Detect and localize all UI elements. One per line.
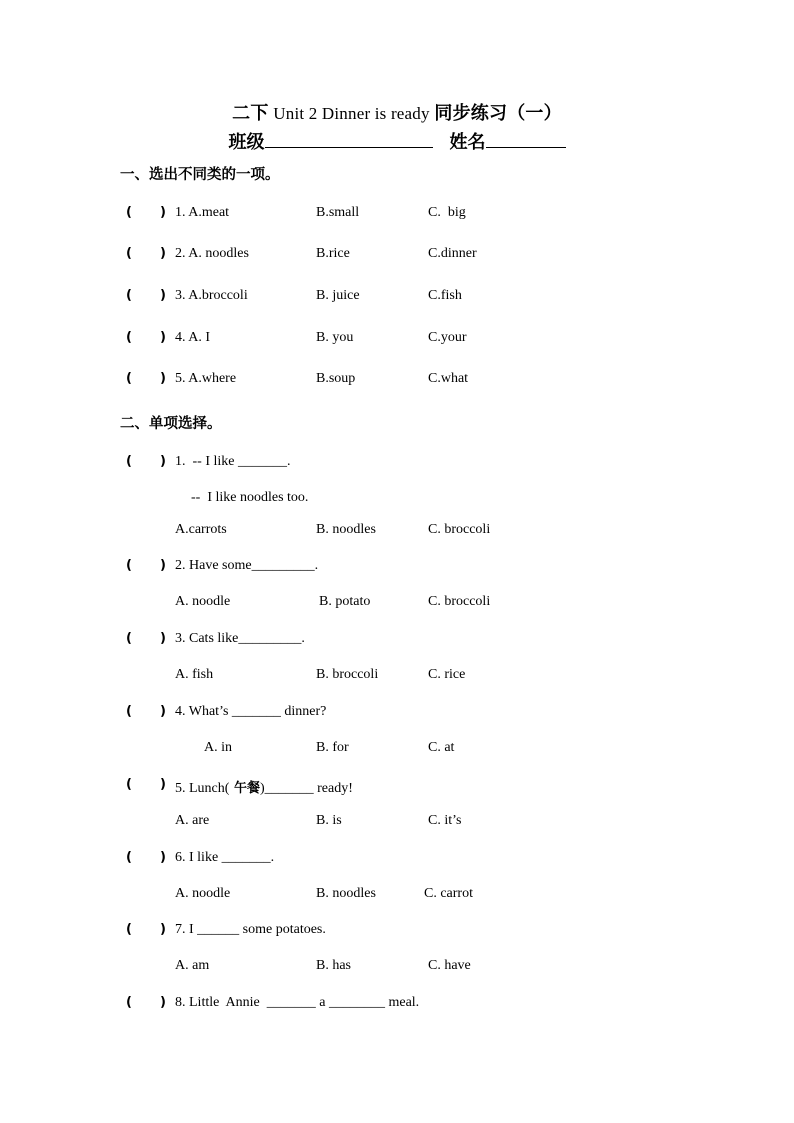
s2-question-1-reply (0, 490, 794, 510)
option-a: A.carrots (175, 522, 227, 537)
answer-paren-close: ) (160, 631, 166, 646)
answer-paren-open[interactable]: ( (126, 246, 132, 261)
s2-question-1 (0, 454, 794, 474)
option-c: C. at (428, 740, 455, 755)
answer-paren-open[interactable]: ( (126, 558, 132, 573)
s2-question-3-options (0, 667, 794, 687)
section1-heading: 一、选出不同类的一项。 (120, 167, 280, 183)
s2-question-7-options (0, 958, 794, 978)
page-title (0, 99, 794, 125)
answer-paren-close: ) (160, 704, 166, 719)
option-b: B.rice (316, 246, 350, 261)
s2-question-1-options (0, 522, 794, 542)
option-b: B. noodles (316, 522, 376, 537)
question-text: 3. Cats like_________. (175, 631, 305, 646)
s2-question-7 (0, 922, 794, 942)
s1-question-1 (0, 205, 794, 225)
section2-heading: 二、单项选择。 (120, 416, 222, 432)
answer-paren-close: ) (160, 330, 166, 345)
answer-paren-close: ) (160, 995, 166, 1010)
option-c: C. big (428, 205, 466, 220)
s2-question-2 (0, 558, 794, 578)
option-b: B. juice (316, 288, 360, 303)
option-c: C. have (428, 958, 471, 973)
option-b: B. is (316, 813, 342, 828)
title-cn-prefix: 二下 (232, 103, 269, 123)
s2-question-5 (0, 777, 794, 797)
option-b: B. you (316, 330, 354, 345)
answer-paren-close: ) (160, 246, 166, 261)
answer-paren-close: ) (160, 288, 166, 303)
option-c: C. broccoli (428, 594, 491, 609)
option-b: B.small (316, 205, 360, 220)
class-blank[interactable] (265, 131, 433, 148)
s1-question-5 (0, 371, 794, 391)
option-b: B. has (316, 958, 351, 973)
question-text: 6. I like _______. (175, 850, 275, 865)
answer-paren-close: ) (160, 850, 166, 865)
s2-question-8 (0, 995, 794, 1015)
option-b: B. noodles (316, 886, 376, 901)
question-text: 4. What’s _______ dinner? (175, 704, 327, 719)
option-c: C.your (428, 330, 467, 345)
option-a: A. am (175, 958, 210, 973)
option-b: B.soup (316, 371, 356, 386)
option-c: C.fish (428, 288, 462, 303)
s2-question-4-options (0, 740, 794, 760)
option-c: C. it’s (428, 813, 462, 828)
option-c: C. carrot (424, 886, 473, 901)
answer-paren-open[interactable]: ( (126, 777, 132, 792)
answer-paren-close: ) (160, 558, 166, 573)
student-info-line (0, 128, 794, 154)
answer-paren-close: ) (160, 922, 166, 937)
answer-paren-open[interactable]: ( (126, 288, 132, 303)
question-text: 1. -- I like _______. (175, 454, 291, 469)
option-b: B. broccoli (316, 667, 379, 682)
dialog-reply: -- I like noodles too. (191, 490, 309, 505)
title-en: Unit 2 Dinner is ready (273, 104, 430, 123)
option-c: C. broccoli (428, 522, 491, 537)
option-b: B. for (316, 740, 349, 755)
answer-paren-open[interactable]: ( (126, 704, 132, 719)
s1-question-2 (0, 246, 794, 266)
answer-paren-open[interactable]: ( (126, 631, 132, 646)
chinese-gloss: 午餐 (229, 781, 260, 796)
answer-paren-close: ) (160, 454, 166, 469)
class-label: 班级 (228, 132, 265, 152)
answer-paren-open[interactable]: ( (126, 454, 132, 469)
option-a: A. noodle (175, 594, 231, 609)
option-a: A. noodle (175, 886, 231, 901)
s2-question-4 (0, 704, 794, 724)
s2-question-5-options (0, 813, 794, 833)
option-a: 2. A. noodles (175, 246, 249, 261)
question-text: 7. I ______ some potatoes. (175, 922, 326, 937)
option-a: 1. A.meat (175, 205, 230, 220)
s2-question-2-options (0, 594, 794, 614)
s2-question-6 (0, 850, 794, 870)
answer-paren-close: ) (160, 371, 166, 386)
option-c: C. rice (428, 667, 466, 682)
option-c: C.what (428, 371, 469, 386)
answer-paren-open[interactable]: ( (126, 922, 132, 937)
question-text: 8. Little Annie _______ a ________ meal. (175, 995, 420, 1010)
option-a: 5. A.where (175, 371, 237, 386)
answer-paren-open[interactable]: ( (126, 995, 132, 1010)
answer-paren-open[interactable]: ( (126, 371, 132, 386)
option-b: B. potato (319, 594, 371, 609)
answer-paren-open[interactable]: ( (126, 330, 132, 345)
question-text: 5. Lunch( 午餐)_______ ready! (175, 781, 353, 796)
answer-paren-open[interactable]: ( (126, 850, 132, 865)
option-a: A. fish (175, 667, 214, 682)
s2-question-6-options (0, 886, 794, 906)
s2-question-3 (0, 631, 794, 651)
option-a: A. in (204, 740, 232, 755)
name-blank[interactable] (486, 131, 566, 148)
answer-paren-close: ) (160, 205, 166, 220)
option-a: 3. A.broccoli (175, 288, 248, 303)
name-label: 姓名 (449, 132, 486, 152)
question-text: 2. Have some_________. (175, 558, 319, 573)
s1-question-3 (0, 288, 794, 308)
option-a: A. are (175, 813, 210, 828)
answer-paren-close: ) (160, 777, 166, 792)
option-a: 4. A. I (175, 330, 210, 345)
option-c: C.dinner (428, 246, 477, 261)
s1-question-4 (0, 330, 794, 350)
title-cn-suffix: 同步练习（一） (434, 103, 562, 123)
answer-paren-open[interactable]: ( (126, 205, 132, 220)
